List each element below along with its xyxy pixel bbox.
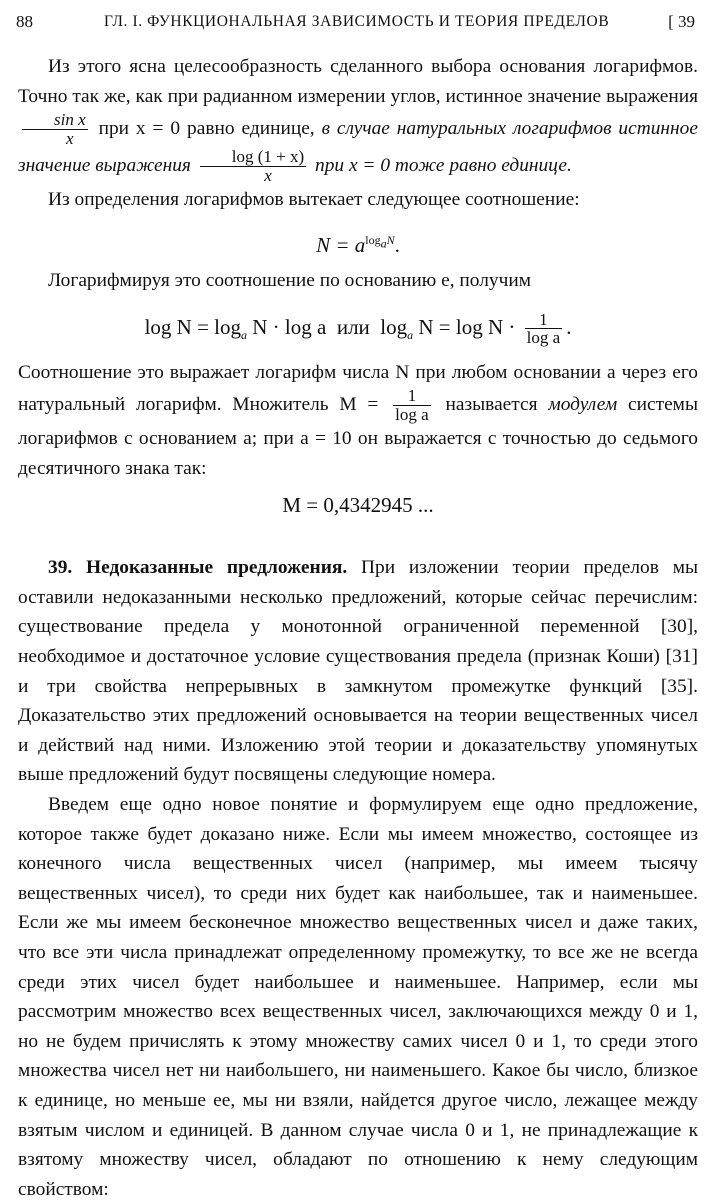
eq1-sub: a — [380, 236, 387, 251]
paragraph-taking-log: Логарифмируя это соотношение по основанию e, получим — [48, 270, 532, 292]
equation-modulus-value: M = 0,4342945 ... — [282, 493, 434, 518]
p4-den: log a — [395, 405, 429, 425]
eq2-mid2: N = log N · — [418, 314, 516, 339]
p1-text-b: при x = 0 равно единице, — [98, 117, 315, 139]
eq2-mid: N · log a — [252, 314, 327, 339]
p4-num: 1 — [393, 387, 431, 406]
p4-text-b: называется — [445, 394, 538, 416]
section-text: При изложении теории пределов мы оставили недоказанными несколько предложений, которые сейчас перечислим: существование предела у монотонной ограниченной переменной [30], необходимое и достаточное условие существования предела (признак Коши) [31] и три свойства непрерывных в замкнутом промежутке функций [35]. Доказательство этих предложений основывается на теории вещественных чисел и действий над ними. Изложению этой теории и доказательству упомянутых выше предложений будут посвящены следующие номера. — [18, 557, 699, 786]
paragraph-definition: Из определения логарифмов вытекает следующее соотношение: — [48, 188, 580, 210]
eq1-end: . — [394, 233, 400, 258]
running-title: ГЛ. I. ФУНКЦИОНАЛЬНАЯ ЗАВИСИМОСТЬ И ТЕОРИЯ ПРЕДЕЛОВ — [104, 13, 610, 30]
eq1-supN: N — [386, 233, 395, 248]
paragraph-modulus — [18, 358, 698, 483]
section-heading: 39. Недоказанные предложения. — [48, 557, 348, 579]
frac2-den: x — [264, 165, 272, 185]
eq2-left: log N = log — [144, 314, 241, 339]
p1-text-a: Из этого ясна целесообразность сделанного выбора основания логарифмов. Точно так же, как при радианном измерении углов, истинное значение выражения — [18, 56, 698, 107]
fraction-log-over-x — [200, 148, 306, 185]
eq2-sub-a: a — [241, 327, 247, 342]
eq1-lhs: N = a — [316, 233, 366, 258]
paragraph-sets: Введем еще одно новое понятие и формулируем еще одно предложение, которое также будет доказано ниже. Если мы имеем множество, состоящее из конечного числа вещественных чисел (например, мы имеем тысячу вещественных чисел), то среди них будет как наибольшее, так и наименьшее. Если же мы имеем бесконечное множество вещественных чисел и даже таких, что все эти числа принадлежат определенному промежутку, то все же не всегда среди этих чисел будет наибольшее и наименьшее. Например, если мы рассмотрим множество всех вещественных чисел, заключающихся между 0 и 1, но не будем причислять к этому множеству самих чисел 0 и 1, то среди этого множества чисел нет ни наибольшего, ни наименьшего. Какое бы число, близкое к единице, но меньше ее, мы ни взяли, найдется другое число, лежащее между взятым числом и единицей. В данном случае числа 0 и 1, не принадлежащие к взятому множеству чисел, обладают по отношению к нему следующим свойством: — [18, 793, 698, 1200]
page-body — [18, 52, 698, 1204]
paragraph-section-39 — [18, 553, 698, 790]
page-number: 88 — [16, 12, 33, 31]
fraction-sin-x-over-x — [22, 111, 88, 148]
section-mark: [ 39 — [668, 12, 695, 31]
eq2-end: . — [566, 314, 572, 339]
frac-num: sin x — [22, 111, 88, 130]
p4-text-a: Соотношение это выражает логарифм числа N при любом основании a через его натуральный логарифм. Множитель M = — [18, 361, 698, 416]
p1-italic-c: в случае натуральных логарифмов истинное значение выражения — [18, 117, 698, 176]
equation-n-equals-a-pow — [18, 216, 698, 264]
fraction-1-over-log-a — [525, 311, 563, 348]
frac-den: x — [66, 129, 74, 149]
paragraph-logarithm-base — [18, 52, 698, 185]
eq2-sub-a2: a — [407, 327, 414, 342]
eq2-num: 1 — [525, 311, 563, 330]
frac2-num: log (1 + x) — [200, 148, 306, 167]
eq2-or: или — [336, 314, 370, 339]
fraction-modulus — [393, 387, 431, 424]
eq2-den: log a — [526, 328, 561, 348]
eq2-left2: log — [380, 314, 408, 339]
p4-italic-modulus: модулем — [548, 394, 618, 416]
eq1-sup: log — [365, 233, 381, 248]
p1-italic-d: при x = 0 тоже равно единице. — [315, 154, 572, 176]
page-header — [0, 12, 717, 36]
equation-log-relation — [18, 298, 698, 356]
p4-text-c: системы логарифмов с основанием a; при a = 10 он выражается с точностью до седьмого десятичного знака так: — [18, 394, 698, 479]
section-gap — [18, 527, 698, 553]
